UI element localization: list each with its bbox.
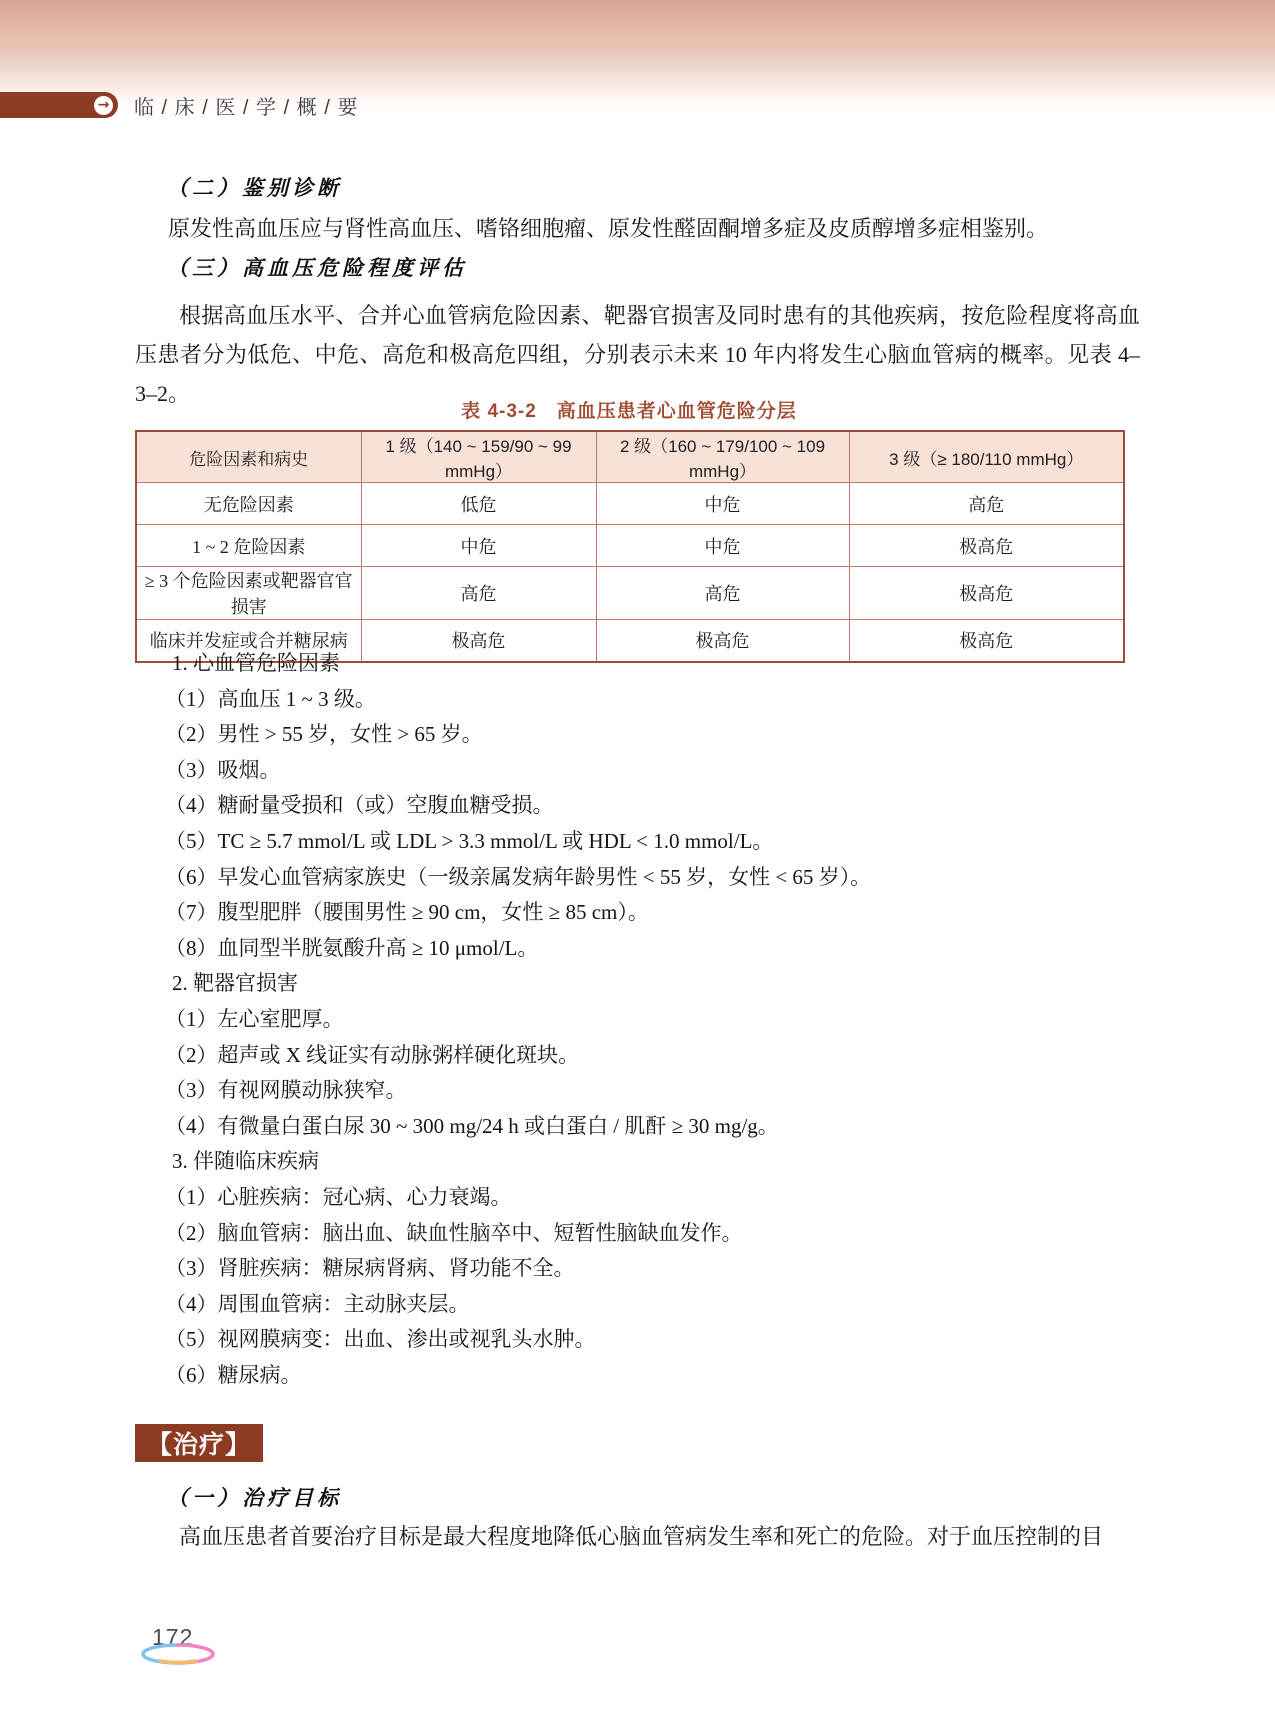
table-row <box>136 525 1124 567</box>
list-group-title: 2. 靶器官损害 <box>172 971 298 996</box>
paragraph-risk-assessment: 根据高血压水平、合并心血管病危险因素、靶器官损害及同时患有的其他疾病，按危险程度将高血压患者分为低危、中危、高危和极高危四组，分别表示未来 10 年内将发生心脑血管病的概率。见表 4–3–2。 <box>135 303 1140 406</box>
table-header-cell: 2 级（160 ~ 179/100 ~ 109 mmHg） <box>596 431 849 483</box>
table-cell: 极高危 <box>361 620 596 662</box>
list-item: （5）TC ≥ 5.7 mmol/L 或 LDL > 3.3 mmol/L 或 HDL < 1.0 mmol/L。 <box>165 828 774 853</box>
list-item: （1）左心室肥厚。 <box>165 1006 344 1031</box>
table-cell: 中危 <box>361 525 596 567</box>
table-cell: 中危 <box>596 483 849 525</box>
running-head-title: 临 / 床 / 医 / 学 / 概 / 要 <box>134 96 359 119</box>
list-group-title: 1. 心血管危险因素 <box>172 651 340 675</box>
list-item: （4）糖耐量受损和（或）空腹血糖受损。 <box>165 793 554 818</box>
list-item: （6）早发心血管病家族史（一级亲属发病年龄男性 < 55 岁，女性 < 65 岁）。 <box>165 864 872 889</box>
treatment-section-badge: 【治疗】 <box>135 1424 263 1462</box>
table-cell: 极高危 <box>849 620 1124 662</box>
list-item: （3）吸烟。 <box>165 757 281 782</box>
list-item: （7）腹型肥胖（腰围男性 ≥ 90 cm，女性 ≥ 85 cm）。 <box>165 900 649 925</box>
table-cell: 高危 <box>596 567 849 620</box>
table-cell: 极高危 <box>849 525 1124 567</box>
page-footer <box>128 1624 230 1668</box>
table-row <box>136 567 1124 620</box>
table-title: 表 4-3-2 高血压患者心血管危险分层 <box>461 401 797 422</box>
running-head-bar <box>0 92 118 118</box>
table-cell: 极高危 <box>596 620 849 662</box>
table-cell: 低危 <box>361 483 596 525</box>
table-header-cell: 1 级（140 ~ 159/90 ~ 99 mmHg） <box>361 431 596 483</box>
table-header-cell: 危险因素和病史 <box>136 431 361 483</box>
table-cell: 临床并发症或合并糖尿病 <box>136 620 361 662</box>
risk-factor-lists <box>135 646 1145 1393</box>
heading-differential-diagnosis: （二）鉴别诊断 <box>167 176 342 200</box>
heading-treatment-goal: （一）治疗目标 <box>167 1486 342 1510</box>
table-cell: 中危 <box>596 525 849 567</box>
list-item: （4）有微量白蛋白尿 30 ~ 300 mg/24 h 或白蛋白 / 肌酐 ≥ 30 mg/g。 <box>165 1113 779 1138</box>
list-group-title: 3. 伴随临床疾病 <box>172 1149 319 1174</box>
table-cell: ≥ 3 个危险因素或靶器官官损害 <box>136 567 361 620</box>
list-item: （4）周围血管病：主动脉夹层。 <box>165 1291 470 1316</box>
table-header-row <box>136 431 1124 483</box>
arrow-right-circle-icon: → <box>94 96 113 115</box>
paragraph-differential-diagnosis: 原发性高血压应与肾性高血压、嗜铬细胞瘤、原发性醛固酮增多症及皮质醇增多症相鉴别。 <box>168 216 1049 241</box>
page-number-swirl-icon <box>128 1639 228 1669</box>
table-row <box>136 483 1124 525</box>
list-item: （8）血同型半胱氨酸升高 ≥ 10 μmol/L。 <box>165 935 539 960</box>
list-item: （1）高血压 1 ~ 3 级。 <box>165 686 376 711</box>
table-header-cell: 3 级（≥ 180/110 mmHg） <box>849 431 1124 483</box>
list-item: （3）有视网膜动脉狭窄。 <box>165 1078 407 1103</box>
table-cell: 1 ~ 2 危险因素 <box>136 525 361 567</box>
list-item: （2）男性 > 55 岁，女性 > 65 岁。 <box>165 722 483 747</box>
heading-risk-assessment: （三）高血压危险程度评估 <box>167 256 467 280</box>
list-item: （5）视网膜病变：出血、渗出或视乳头水肿。 <box>165 1327 596 1352</box>
list-item: （6）糖尿病。 <box>165 1362 302 1387</box>
list-item: （2）超声或 X 线证实有动脉粥样硬化斑块。 <box>165 1042 580 1067</box>
risk-stratification-table <box>135 430 1125 663</box>
table-cell: 极高危 <box>849 567 1124 620</box>
list-item: （2）脑血管病：脑出血、缺血性脑卒中、短暂性脑缺血发作。 <box>165 1220 743 1245</box>
list-item: （1）心脏疾病：冠心病、心力衰竭。 <box>165 1184 512 1209</box>
table-cell: 无危险因素 <box>136 483 361 525</box>
page-number: 172 <box>152 1624 194 1650</box>
table-cell: 高危 <box>849 483 1124 525</box>
paragraph-treatment-goal: 高血压患者首要治疗目标是最大程度地降低心脑血管病发生率和死亡的危险。对于血压控制的目 <box>179 1524 1104 1549</box>
list-item: （3）肾脏疾病：糖尿病肾病、肾功能不全。 <box>165 1256 575 1281</box>
table-cell: 高危 <box>361 567 596 620</box>
